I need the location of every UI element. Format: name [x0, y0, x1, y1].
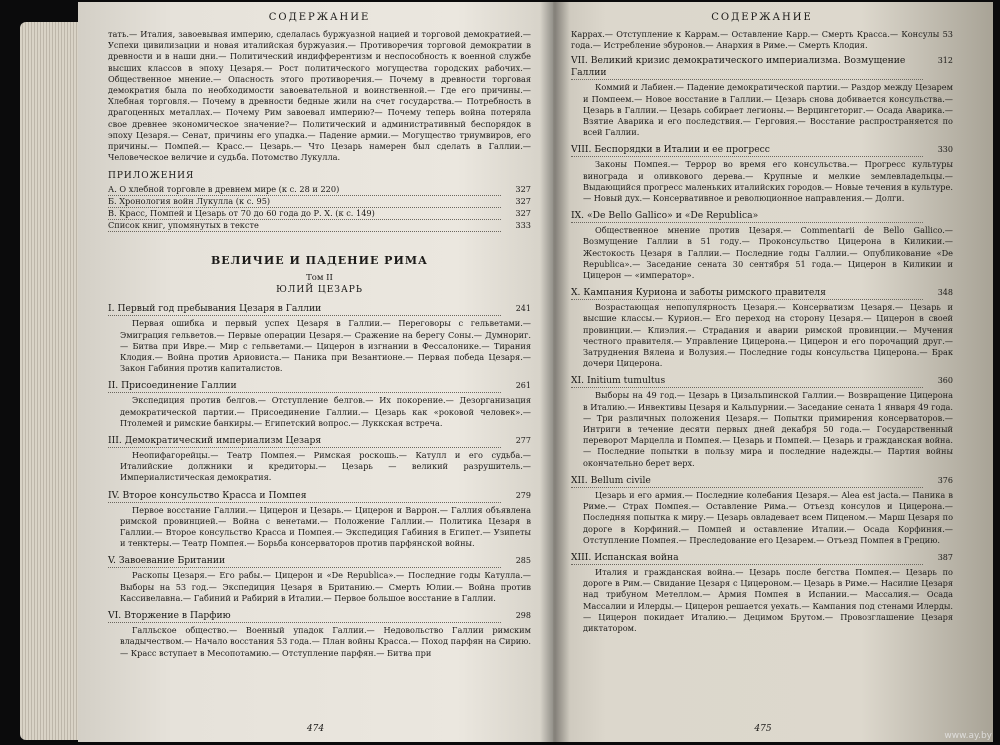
appendix-heading: ПРИЛОЖЕНИЯ — [108, 171, 195, 182]
page-number: 474 — [306, 724, 325, 734]
intro-paragraph: Каррах.— Отступление к Каррам.— Оставление Карр.— Смерть Красса.— Консулы 53 года.— Истребление эбуронов.— Анархия в Риме.— Смерть Клодия. — [571, 29, 953, 51]
appendix-item: Список книг, упомянутых в тексте 333 — [108, 220, 531, 231]
chapter-entry — [108, 610, 531, 659]
chapter-summary: Выборы на 49 год.— Цезарь в Цизальпинской Галлии.— Возвращение Цицерона в Италию.— Инвективы Цезаря и Кальпурнии.— Заседание сената 1 января 49 года.— Три различных положения Цезаря.— Попытки примирения консерваторов.— Интриги в течение десяти первых дней декабря 50 года.— Государственный переворот Марцелла и Помпея.— Цезарь и Помпей.— Цезарь и гражданская война.— Последние попытки в пользу мира и последние надежды.— Партия войны окончательно берет верх. — [583, 390, 953, 468]
running-head: СОДЕРЖАНИЕ — [711, 12, 813, 23]
chapter-summary: Цезарь и его армия.— Последние колебания Цезаря.— Alea est jacta.— Паника в Риме.— Страх Помпея.— Оставление Рима.— Отъезд консулов и Цицерона.— Последняя попытка к миру.— Цезарь овладевает всем Пиценом.— Марш Цезаря по дороге в Корфиний.— Помпей и оставление Италии.— Осада Корфиния.— Отступление Помпея.— Преследование его Цезарем.— Отъезд Помпея в Грецию. — [583, 489, 953, 545]
chapter-entry — [571, 210, 953, 281]
chapter-title: VI. Вторжение в Парфию — [108, 610, 501, 623]
chapter-page: 285 — [515, 556, 531, 566]
chapter-entry — [571, 55, 953, 138]
chapter-summary: Италия и гражданская война.— Цезарь после бегства Помпея.— Цезарь по дороге в Рим.— Свидание Цезаря с Цицероном.— Цезарь в Риме.— Насилие Цезаря над трибуном Метеллом.— Армия Помпея в Испании.— Массалия.— Осада Массалии и Илерды.— Цицерон решается уехать.— Кампания под стенами Илерды.— Цицерон покидает Италию.— Децимом Брутом.— Провозглашение Цезаря диктатором. — [583, 566, 953, 633]
running-head: СОДЕРЖАНИЕ — [268, 12, 371, 23]
chapter-page: 279 — [515, 490, 531, 500]
chapter-page: 387 — [937, 552, 953, 562]
chapter-entry — [108, 490, 531, 550]
chapter-summary: Неопифагорейцы.— Театр Помпея.— Римская роскошь.— Катулл и его судьба.— Италийские должники и кредиторы.— Цезарь — великий разрушитель.— Империалистическая демократия. — [120, 450, 531, 483]
appendix-item: Б. Хронология войн Лукулла (к с. 95) 327 — [108, 196, 531, 207]
chapter-title: XI. Initium tumultus — [571, 375, 923, 388]
chapter-summary: Законы Помпея.— Террор во время его консульства.— Прогресс культуры винограда и оливкового дерева.— Крупные и мелкие землевладельцы.— Выдающийся прогресс маленьких италийских городов.— Новые течения в культуре.— Новый дух.— Консервативное и революционное направления.— Долги. — [583, 159, 953, 204]
chapter-summary: Общественное мнение против Цезаря.— Commentarii de Bello Gallico.— Возмущение Галлии в 51 году.— Проконсульство Цицерона в Киликии.— Жестокость Цезаря в Галлии.— Последние годы Галлии.— Опубликование «De Republica».— Заседание сената 30 сентября 51 года.— Цицерон в Киликии и Цицерон — «император». — [583, 225, 953, 281]
book-page-edges — [20, 22, 78, 740]
chapter-entry — [571, 552, 953, 634]
chapter-title: V. Завоевание Британии — [108, 555, 501, 568]
chapter-title: IX. «De Bello Gallico» и «De Republica» — [571, 210, 923, 223]
appendix-item: В. Красс, Помпей и Цезарь от 70 до 60 года до Р. Х. (к с. 149) 327 — [108, 208, 531, 219]
chapter-title: III. Демократический империализм Цезаря — [108, 435, 501, 448]
chapter-summary: Первая ошибка и первый успех Цезаря в Галлии.— Переговоры с гельветами.— Эмиграция гельветов.— Первые операции Цезаря.— Сражение на берегу Соны.— Думнориг.— Битва при Ивре.— Мир с гельветами.— Цицерон в изгнании в Фессалонике.— Тирания Клодия.— Война против Ариовиста.— Паника при Везантионе.— Первая победа Цезаря.— Закон Габиния против капиталистов. — [120, 318, 531, 374]
chapter-summary: Экспедиция против белгов.— Отступление белгов.— Их покорение.— Дезорганизация демократической партии.— Присоединение Галлии.— Цезарь как «роковой человек».— Птолемей и римские банкиры.— Египетский вопрос.— Луккская встреча. — [120, 395, 531, 428]
chapter-page: 261 — [515, 381, 531, 391]
volume-number: Том II — [306, 273, 333, 284]
volume-subtitle: ЮЛИЙ ЦЕЗАРЬ — [276, 285, 363, 296]
chapter-entry — [571, 375, 953, 468]
chapter-entry — [571, 287, 953, 369]
chapter-entry — [108, 435, 531, 484]
chapter-entry — [571, 475, 953, 546]
chapter-title: X. Кампания Куриона и заботы римского правителя — [571, 287, 923, 300]
chapter-title: VII. Великий кризис демократического империализма. Возмущение Галлии — [571, 55, 923, 80]
chapter-entry — [108, 380, 531, 429]
chapter-title: I. Первый год пребывания Цезаря в Галлии — [108, 303, 501, 316]
chapter-summary: Раскопы Цезаря.— Его рабы.— Цицерон и «De Republica».— Последние годы Катулла.— Выборы на 53 год.— Экспедиция Цезаря в Британию.— Смерть Юлии.— Война против Кассивелавна.— Габиний и Рабирий в Италии.— Первое большое восстание в Галлии. — [120, 570, 531, 603]
chapter-summary: Коммий и Лабиен.— Падение демократической партии.— Раздор между Цезарем и Помпеем.— Новое восстание в Галлии.— Цезарь снова добивается консульства.— Цезарь в Галлии.— Цезарь собирает легионы.— Верцингеториг.— Осада Аварика.— Взятие Аварика и его последствия.— Герговия.— Восстание распространяется по всей Галлии. — [583, 82, 953, 138]
chapter-title: XIII. Испанская война — [571, 552, 923, 565]
chapter-page: 348 — [937, 288, 953, 298]
chapter-summary: Первое восстание Галлии.— Цицерон и Цезарь.— Цицерон и Варрон.— Галлия объявлена римской провинцией.— Война с венетами.— Положение Галлии.— Политика Цезаря в Галлии.— Второе консульство Красса и Помпея.— Экспедиция Габиния в Египет.— Узипеты и тенктеры.— Театр Помпея.— Борьба консерваторов против парфянской войны. — [120, 504, 531, 549]
chapter-page: 376 — [937, 475, 953, 485]
chapter-entry — [571, 144, 953, 204]
chapter-title: IV. Второе консульство Красса и Помпея — [108, 490, 501, 503]
chapter-page: 360 — [937, 376, 953, 386]
chapter-title: XII. Bellum civile — [571, 475, 923, 488]
chapter-page: 312 — [937, 56, 953, 66]
chapter-page: 298 — [515, 611, 531, 621]
right-page — [553, 2, 993, 742]
chapter-entry — [108, 555, 531, 604]
appendix-item: А. О хлебной торговле в древнем мире (к с. 28 и 220) 327 — [108, 184, 531, 195]
book-gutter-shadow — [540, 0, 570, 745]
watermark: www.ay.by — [944, 731, 992, 741]
chapter-entry — [108, 303, 531, 374]
book-title: ВЕЛИЧИЕ И ПАДЕНИЕ РИМА — [211, 254, 428, 268]
chapter-title: VIII. Беспорядки в Италии и ее прогресс — [571, 144, 923, 157]
left-page — [78, 2, 553, 742]
chapter-page: 330 — [937, 145, 953, 155]
page-number: 475 — [754, 724, 772, 734]
intro-paragraph: тать.— Италия, завоевывая империю, сделалась буржуазной нацией и торговой демократией.— Успехи цивилизации и новая италийская буржуазия.— Противоречия торговой демократии в древности и в наши дни.— Политический индифферентизм и неспособность к военной службе высших классов в эпоху Цезаря.— Рост политического могущества городских рабочих.— Общественное мнение.— Опасность этого противоречия.— Почему в древности торговая демократия была по необходимости завоевательной и воинственной.— Где его причины.— Хлебная торговля.— Почему в древности бедные жили на счет государства.— Потребность в драгоценных металлах.— Почему Рим завоевал империю?— Почему теперь война потеряла свое древнее экономическое значение?— Политический и административный беспорядок в эпоху Цезаря.— Сенат, причины его упадка.— Падение армии.— Могущество триумвиров, его причины.— Помпей.— Красс.— Цезарь.— Что Цезарь намерен был сделать в Галлии.— Человеческое величие и судьба. Потомство Лукулла. — [108, 29, 531, 163]
chapter-page: 241 — [515, 304, 531, 314]
chapter-summary: Возрастающая непопулярность Цезаря.— Консерватизм Цезаря.— Цезарь и высшие классы.— Курион.— Его переход на сторону Цезаря.— Цицерон в своей провинции.— Клиэлия.— Страдания и аварии римской провинции.— Мучения честного правителя.— Управление Цицерона.— Цицерон и его порочащий друг.— Затруднения Вялеиа и Волузия.— Последние годы консульства Цицерона.— Брак дочери Цицерона. — [583, 302, 953, 369]
chapter-summary: Галльское общество.— Военный упадок Галлии.— Недовольство Галлии римским владычеством.— Начало восстания 53 года.— План войны Красса.— Поход парфян на Сирию.— Красс вступает в Месопотамию.— Отступление парфян.— Битва при — [120, 625, 531, 658]
chapter-page: 277 — [515, 436, 531, 446]
chapter-title: II. Присоединение Галлии — [108, 380, 501, 393]
